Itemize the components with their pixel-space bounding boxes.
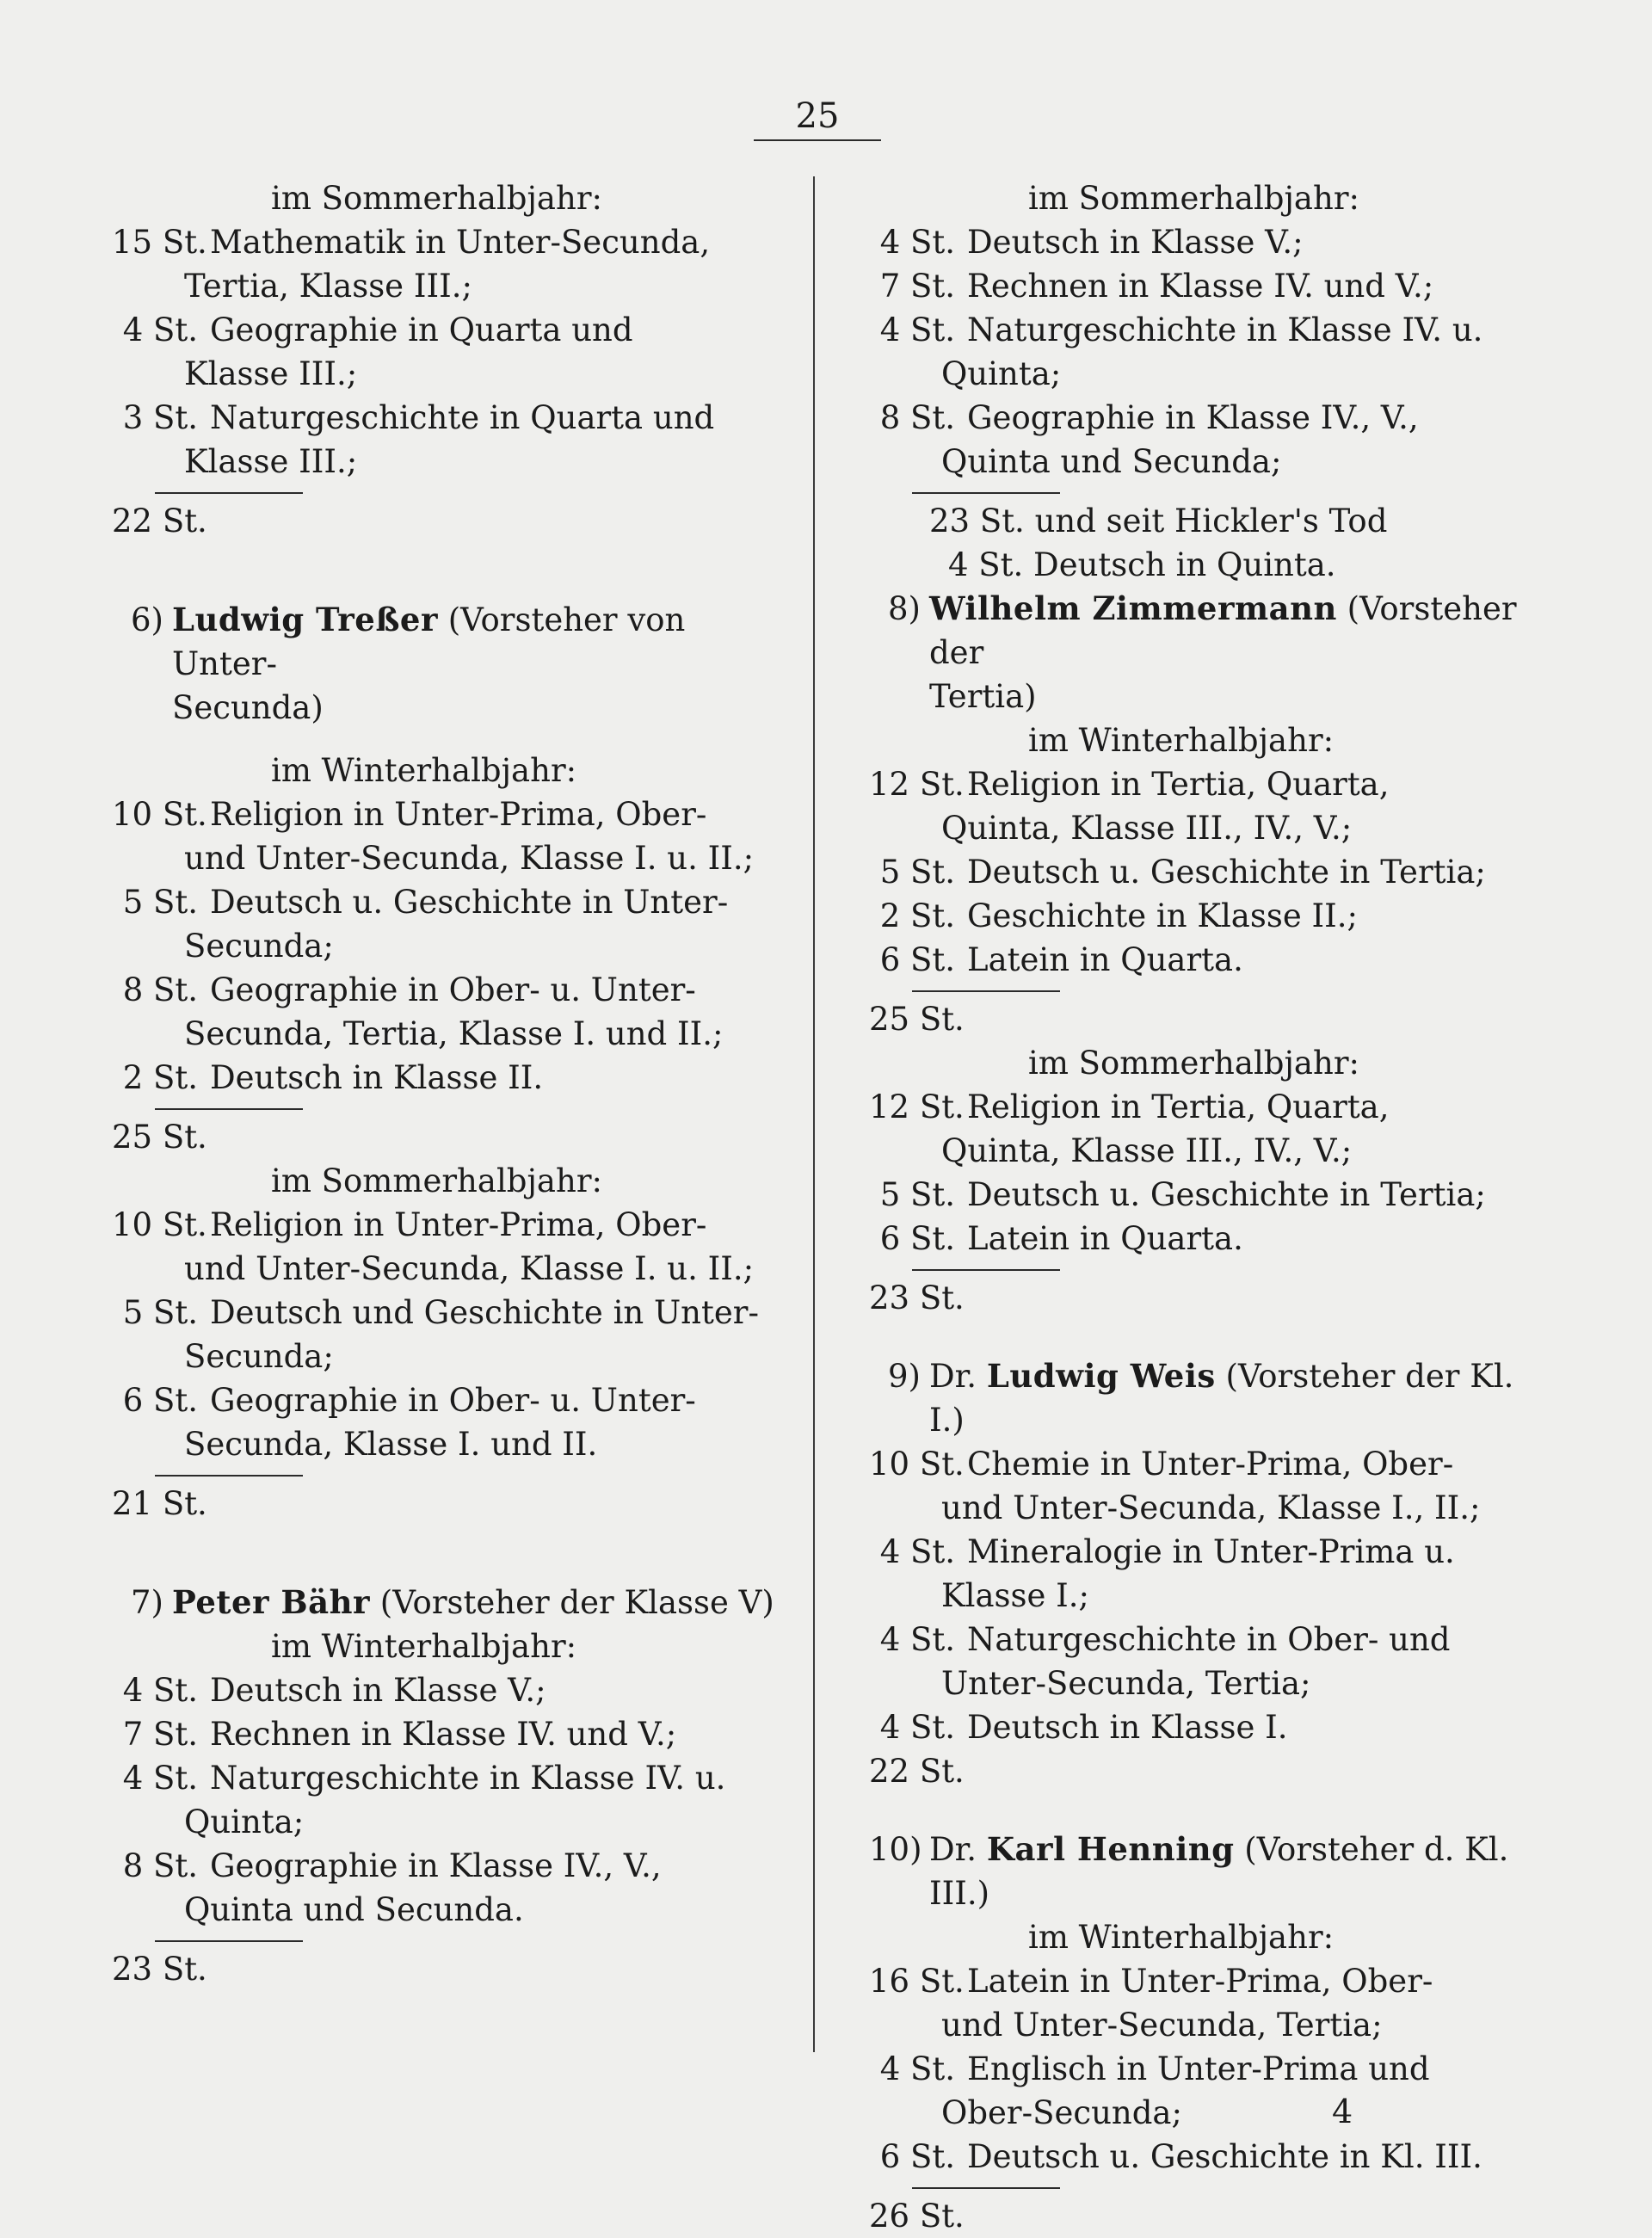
schedule-line [869,894,1532,938]
schedule-line-continued: Tertia, Klasse III.; [184,268,472,305]
subject-text: Deutsch in Klasse V.; [967,224,1304,261]
hours-count: 4 St. [879,1533,955,1570]
schedule-line-continued: Secunda; [184,1338,334,1375]
schedule-list [869,1959,1532,2179]
subject-text: Geographie in Ober- u. Unter- [210,971,696,1008]
schedule-line [869,850,1532,894]
subject-text: Deutsch in Klasse V.; [210,1672,546,1709]
teacher-number: 6) [131,601,163,638]
schedule-line [869,1705,1532,1749]
page-number: 25 [795,96,840,136]
teacher-entry-9 [869,1354,1532,1442]
season-heading: im Winterhalbjahr: [1028,1919,1335,1956]
schedule-line [112,1056,774,1100]
subject-text: Deutsch in Klasse I. [967,1709,1288,1746]
schedule-line-continued: Unter-Secunda, Tertia; [941,1665,1311,1702]
sum-rule [155,1475,303,1477]
schedule-line-continued: Quinta; [941,355,1062,392]
teacher-number: 7) [131,1584,163,1621]
schedule-line [112,1668,774,1712]
hours-count: 8 St. [122,971,198,1008]
subject-text: Religion in Unter-Prima, Ober- [210,1206,707,1243]
schedule-line-continued: Klasse I.; [941,1577,1090,1614]
schedule-list [869,762,1532,982]
schedule-list [112,220,774,484]
teacher-role: (Vorsteher von Unter- [172,601,686,682]
schedule-line [112,1203,774,1247]
hours-count: 4 St. [879,311,955,348]
total-hours: 25 St. [869,1001,965,1038]
hours-count: 6 St. [879,1220,955,1257]
teacher-entry-10 [869,1828,1532,1915]
schedule-line-continued: Quinta, Klasse III., IV., V.; [941,1132,1353,1169]
schedule-line [869,938,1532,982]
subject-text: Deutsch u. Geschichte in Tertia; [967,854,1486,891]
hours-count: 3 St. [122,399,198,436]
subject-text: Religion in Unter-Prima, Ober- [210,796,707,833]
schedule-line [112,1712,774,1756]
hours-count: 6 St. [879,2138,955,2175]
subject-text: Latein in Quarta. [967,941,1243,978]
schedule-line-continued: und Unter-Secunda, Klasse I. u. II.; [184,1250,755,1287]
season-heading: im Sommerhalbjahr: [271,180,602,217]
schedule-line [869,220,1532,264]
hours-count: 10 St. [112,1206,207,1243]
hours-count: 12 St. [869,1088,965,1125]
schedule-line [112,880,774,924]
teacher-entry-6 [112,598,774,686]
schedule-line [112,1378,774,1422]
hours-count: 5 St. [122,884,198,921]
teacher-entry-8 [869,587,1532,675]
hours-count: 5 St. [122,1294,198,1331]
schedule-line [869,2047,1532,2091]
subject-text: Religion in Tertia, Quarta, [967,766,1390,803]
subject-text: Latein in Unter-Prima, Ober- [967,1963,1433,2000]
teacher-number: 10) [869,1831,922,1868]
schedule-line [869,1618,1532,1662]
hours-count: 2 St. [879,897,955,934]
schedule-list [869,1442,1532,1749]
subject-text: Geographie in Klasse IV., V., [210,1847,662,1884]
season-heading: im Sommerhalbjahr: [1028,180,1359,217]
hours-count: 10 St. [869,1446,965,1483]
sum-rule [155,1108,303,1110]
subject-text: Deutsch u. Geschichte in Kl. III. [967,2138,1482,2175]
season-heading: im Winterhalbjahr: [1028,722,1335,759]
schedule-line [112,308,774,352]
schedule-list [869,1085,1532,1261]
subject-text: Englisch in Unter-Prima und [967,2050,1430,2087]
schedule-line-continued: Secunda; [184,928,334,965]
subject-text: Deutsch u. Geschichte in Tertia; [967,1176,1486,1213]
hours-count: 5 St. [879,1176,955,1213]
total-hours: 21 St. [112,1485,207,1522]
schedule-line-continued: Quinta; [184,1803,305,1840]
total-hours: 23 St. [869,1279,965,1316]
season-heading: im Sommerhalbjahr: [1028,1045,1359,1082]
schedule-line-continued: Secunda, Tertia, Klasse I. und II.; [184,1015,724,1052]
hours-count: 10 St. [112,796,207,833]
sum-rule [155,1940,303,1942]
schedule-list [869,220,1532,484]
additional-hours: 4 St. Deutsch in Quinta. [948,546,1336,583]
teacher-number: 9) [888,1358,921,1395]
subject-text: Deutsch u. Geschichte in Unter- [210,884,729,921]
teacher-title: Dr. [929,1358,977,1395]
hours-count: 6 St. [879,941,955,978]
hours-count: 16 St. [869,1963,965,2000]
hours-count: 4 St. [122,1672,198,1709]
hours-count: 4 St. [879,2050,955,2087]
subject-text: Mathematik in Unter-Secunda, [210,224,711,261]
schedule-line [869,2135,1532,2179]
hours-count: 5 St. [879,854,955,891]
teacher-role: (Vorsteher der Kl. I.) [929,1358,1514,1439]
total-hours: 22 St. [112,502,207,539]
signature-mark: 4 [1332,2093,1353,2130]
subject-text: Deutsch und Geschichte in Unter- [210,1294,759,1331]
teacher-name: Peter Bähr [172,1583,371,1621]
schedule-line [869,308,1532,352]
total-hours: 26 St. [869,2198,965,2235]
subject-text: Latein in Quarta. [967,1220,1243,1257]
sum-rule [912,1269,1060,1271]
schedule-line [869,264,1532,308]
schedule-line-continued: und Unter-Secunda, Klasse I. u. II.; [184,840,755,877]
schedule-line [112,1844,774,1888]
schedule-line [869,1217,1532,1261]
total-hours: 23 St. und seit Hickler's Tod [929,502,1388,539]
hours-count: 4 St. [122,311,198,348]
schedule-line [112,1756,774,1800]
schedule-line-continued: Klasse III.; [184,443,358,480]
season-heading: im Sommerhalbjahr: [271,1162,602,1199]
total-hours: 23 St. [112,1951,207,1988]
schedule-list [112,1203,774,1466]
teacher-number: 8) [888,590,921,627]
teacher-name: Wilhelm Zimmermann [929,589,1337,627]
schedule-line [869,1173,1532,1217]
hours-count: 8 St. [122,1847,198,1884]
schedule-line [869,396,1532,440]
schedule-line-continued: Quinta, Klasse III., IV., V.; [941,810,1353,847]
schedule-line [112,396,774,440]
schedule-line-continued: Klasse III.; [184,355,358,392]
hours-count: 2 St. [122,1059,198,1096]
teacher-role: (Vorsteher d. Kl. III.) [929,1831,1509,1912]
subject-text: Naturgeschichte in Ober- und [967,1621,1451,1658]
teacher-name: Ludwig Weis [986,1357,1216,1395]
right-column [869,176,1532,2238]
teacher-name: Ludwig Treßer [172,601,438,638]
column-divider [813,176,815,2052]
schedule-line [869,1442,1532,1486]
subject-text: Naturgeschichte in Klasse IV. u. [967,311,1483,348]
teacher-title: Dr. [929,1831,977,1868]
left-column [112,176,774,1991]
season-heading: im Winterhalbjahr: [271,752,577,789]
schedule-line-continued: Ober-Secunda; [941,2094,1182,2131]
schedule-line [112,968,774,1012]
teacher-entry-7 [112,1581,774,1625]
hours-count: 4 St. [879,1621,955,1658]
sum-rule [912,492,1060,494]
schedule-line [869,1959,1532,2003]
subject-text: Deutsch in Klasse II. [210,1059,544,1096]
subject-text: Religion in Tertia, Quarta, [967,1088,1390,1125]
schedule-list [112,1668,774,1932]
hours-count: 8 St. [879,399,955,436]
schedule-line-continued: Secunda, Klasse I. und II. [184,1426,598,1463]
schedule-line [869,1530,1532,1574]
subject-text: Geographie in Klasse IV., V., [967,399,1419,436]
schedule-line-continued: Quinta und Secunda. [184,1891,524,1928]
hours-count: 7 St. [879,268,955,305]
subject-text: Rechnen in Klasse IV. und V.; [967,268,1434,305]
teacher-role-cont: Secunda) [172,689,324,726]
sum-rule [155,492,303,494]
schedule-line [869,1085,1532,1129]
hours-count: 12 St. [869,766,965,803]
hours-count: 15 St. [112,224,207,261]
season-heading: im Winterhalbjahr: [271,1628,577,1665]
subject-text: Geographie in Ober- u. Unter- [210,1382,696,1419]
schedule-line [869,762,1532,806]
schedule-line [112,792,774,836]
schedule-line-continued: und Unter-Secunda, Tertia; [941,2007,1383,2044]
hours-count: 6 St. [122,1382,198,1419]
hours-count: 4 St. [879,224,955,261]
hours-count: 4 St. [879,1709,955,1746]
sum-rule [912,990,1060,992]
schedule-line-continued: Quinta und Secunda; [941,443,1282,480]
subject-text: Naturgeschichte in Quarta und [210,399,715,436]
subject-text: Geschichte in Klasse II.; [967,897,1358,934]
sum-rule [912,2187,1060,2189]
hours-count: 7 St. [122,1716,198,1753]
schedule-line [112,1291,774,1335]
teacher-role-cont: Tertia) [929,678,1037,715]
teacher-name: Karl Henning [986,1830,1235,1868]
total-hours: 25 St. [112,1119,207,1156]
subject-text: Mineralogie in Unter-Prima u. [967,1533,1455,1570]
total-hours: 22 St. [869,1753,965,1790]
hours-count: 4 St. [122,1760,198,1797]
subject-text: Rechnen in Klasse IV. und V.; [210,1716,677,1753]
schedule-list [112,792,774,1100]
subject-text: Geographie in Quarta und [210,311,633,348]
schedule-line [112,220,774,264]
header-rule [754,139,881,141]
schedule-line-continued: und Unter-Secunda, Klasse I., II.; [941,1489,1481,1526]
teacher-role: (Vorsteher der [929,590,1517,671]
teacher-role: (Vorsteher der Klasse V) [379,1584,774,1621]
subject-text: Naturgeschichte in Klasse IV. u. [210,1760,726,1797]
subject-text: Chemie in Unter-Prima, Ober- [967,1446,1454,1483]
